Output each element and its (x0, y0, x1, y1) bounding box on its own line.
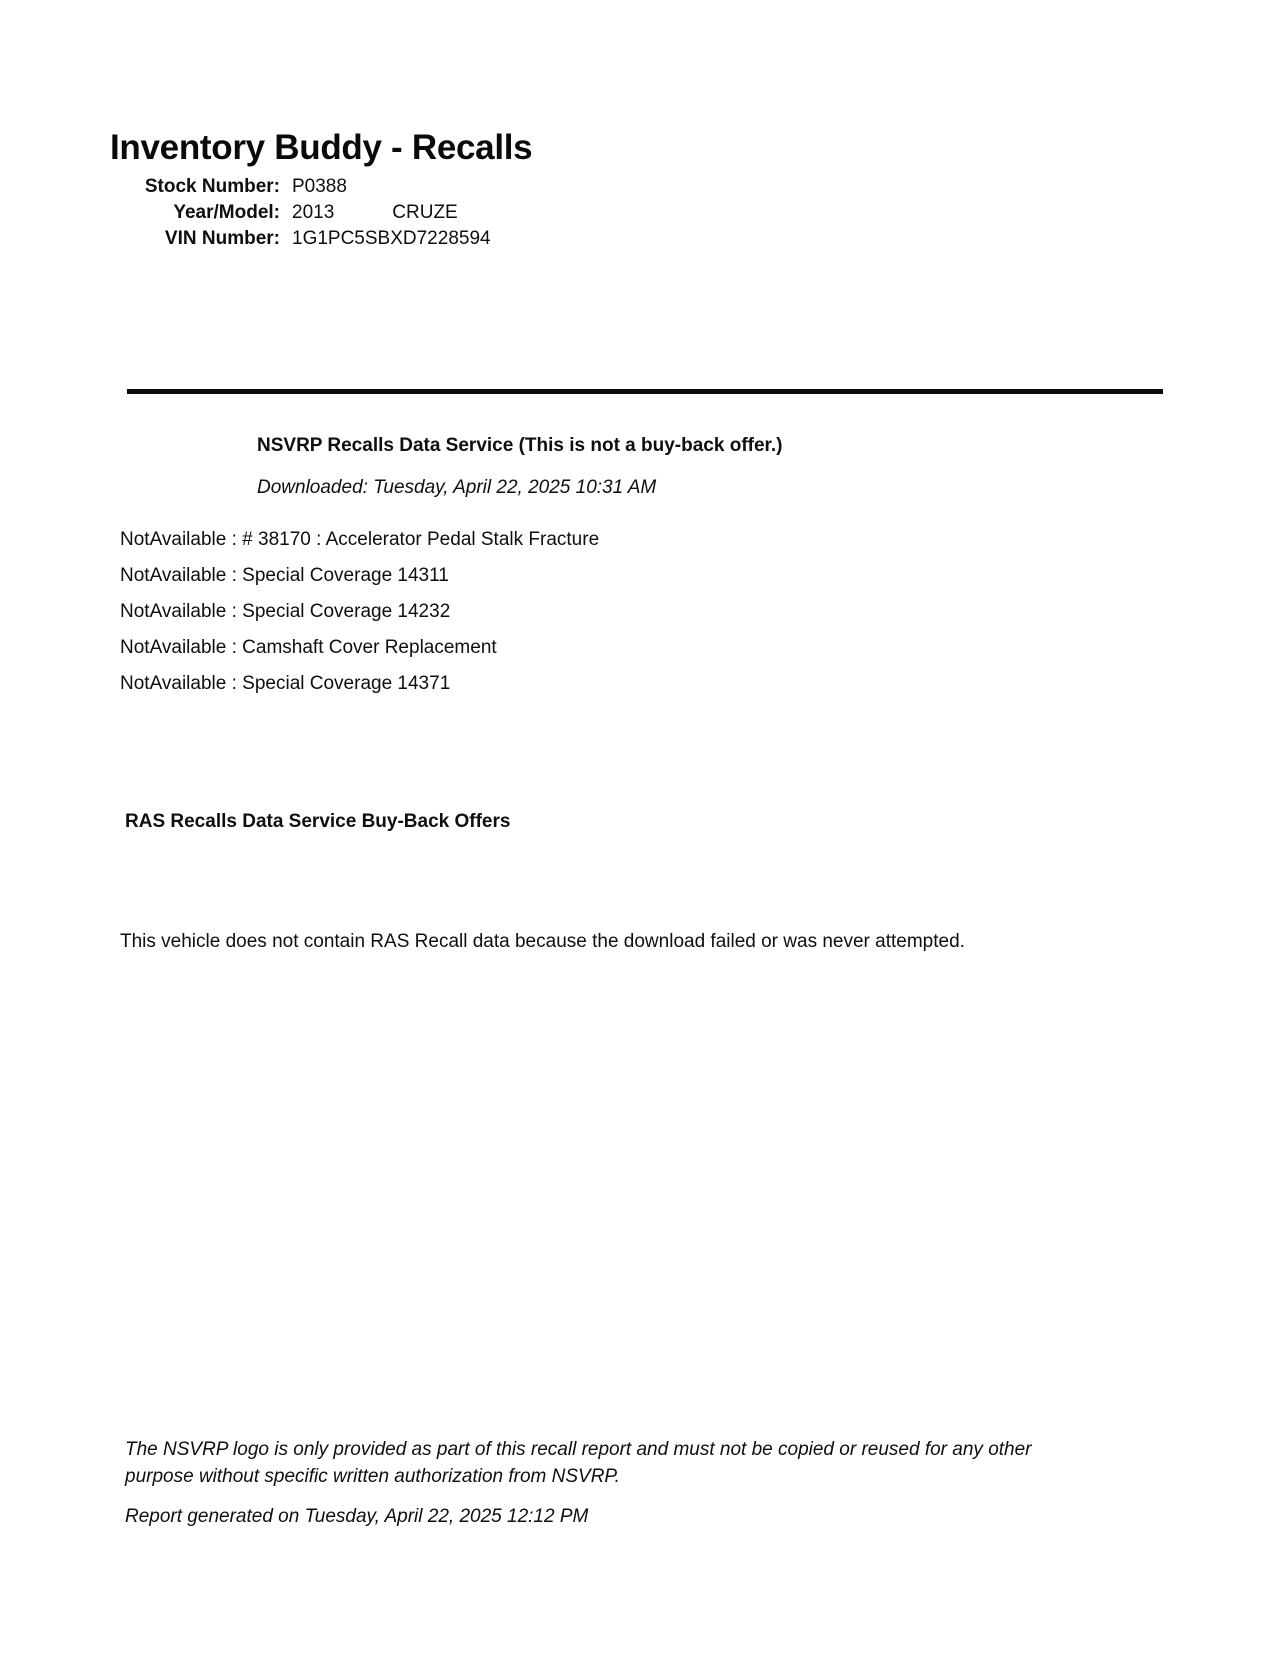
year-model-label: Year/Model: (173, 202, 280, 223)
nsvrp-logo-disclaimer: The NSVRP logo is only provided as part of this recall report and must not be copied or reused for any other purpose without specific written authorization from NSVRP. (125, 1439, 1032, 1487)
vin-number-label: VIN Number: (164, 228, 280, 249)
year-model-value (292, 203, 491, 223)
section-divider-rule (127, 389, 1163, 394)
ras-status-text: This vehicle does not contain RAS Recall data because the download failed or was never attempted. (120, 931, 965, 952)
recall-item: NotAvailable : Special Coverage 14232 (120, 601, 451, 622)
report-generated-timestamp: Report generated on Tuesday, April 22, 2025 12:12 PM (125, 1506, 589, 1527)
recall-item: NotAvailable : Special Coverage 14371 (120, 673, 451, 694)
year-value: 2013 (292, 202, 335, 223)
stock-number-label: Stock Number: (144, 176, 280, 197)
stock-number-value: P0388 (292, 176, 347, 197)
nsvrp-section-heading: NSVRP Recalls Data Service (This is not a buy-back offer.) (257, 435, 783, 456)
model-value: CRUZE (392, 202, 458, 223)
page-title: Inventory Buddy - Recalls (110, 128, 533, 167)
recall-item: NotAvailable : # 38170 : Accelerator Pedal Stalk Fracture (120, 529, 600, 550)
vehicle-info-block (110, 177, 491, 249)
nsvrp-downloaded-timestamp: Downloaded: Tuesday, April 22, 2025 10:31 AM (257, 477, 657, 498)
vin-number-value: 1G1PC5SBXD7228594 (292, 228, 491, 249)
recall-item: NotAvailable : Camshaft Cover Replacement (120, 637, 497, 658)
recall-item: NotAvailable : Special Coverage 14311 (120, 565, 449, 586)
nsvrp-recall-list (120, 522, 599, 702)
ras-section-heading: RAS Recalls Data Service Buy-Back Offers (125, 811, 511, 832)
